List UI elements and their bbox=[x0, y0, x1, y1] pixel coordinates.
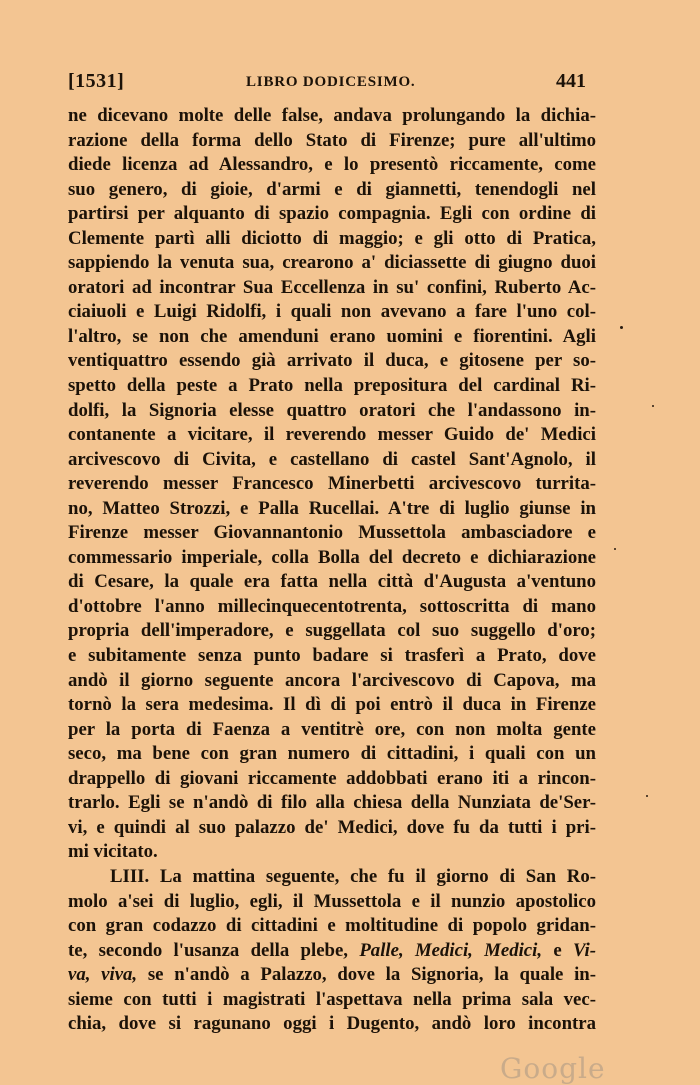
text-line: suo genero, di gioie, d'armi e di giannetti, tenendogli nel bbox=[68, 178, 596, 200]
text-line: chia, dove si ragunano oggi i Dugento, andò loro incontra bbox=[68, 1013, 596, 1035]
text-line-mixed bbox=[68, 963, 596, 988]
text-line: reverendo messer Francesco Minerbetti arcivescovo turrita- bbox=[68, 473, 596, 495]
text-line: di Cesare, la quale era fatta nella città d'Augusta a'ventuno bbox=[68, 571, 596, 593]
text-line: ventiquattro essendo già arrivato il duca, e gitosene per so- bbox=[68, 350, 596, 372]
text-line: ciaiuoli e Luigi Ridolfi, i quali non avevano a fare l'uno col- bbox=[68, 301, 596, 323]
text-line: andò il giorno seguente ancora l'arcivescovo di Capova, ma bbox=[68, 669, 596, 691]
text-line: l'altro, se non che amenduni erano uomini e fiorentini. Agli bbox=[68, 325, 596, 347]
text-line: e subitamente senza punto badare si trasferì a Prato, dove bbox=[68, 645, 596, 667]
paper-speck bbox=[652, 405, 654, 407]
page-number: 441 bbox=[556, 70, 586, 92]
text-line: spetto della peste a Prato nella prepositura del cardinal Ri- bbox=[68, 375, 596, 397]
italic-phrase: Vi- bbox=[573, 939, 596, 961]
text-line: Firenze messer Giovannantonio Mussettola ambasciadore e bbox=[68, 522, 596, 544]
section-start-line: LIII. La mattina seguente, che fu il giorno di San Ro- bbox=[110, 865, 596, 887]
text-line: oratori ad incontrar Sua Eccellenza in su' confini, Ruberto Ac- bbox=[68, 276, 596, 298]
italic-phrase: va, viva, bbox=[68, 964, 138, 986]
italic-phrase: Palle, Medici, Medici, bbox=[359, 939, 543, 961]
text-line: partirsi per alquanto di spazio compagnia. Egli con ordine di bbox=[68, 203, 596, 225]
text-line: vi, e quindi al suo palazzo de' Medici, dove fu da tutti i pri- bbox=[68, 816, 596, 838]
text-line: trarlo. Egli se n'andò di filo alla chiesa della Nunziata de'Ser- bbox=[68, 792, 596, 814]
paper-speck bbox=[646, 795, 648, 797]
header-year: [1531] bbox=[68, 70, 125, 92]
text-line: sappiendo la venuta sua, crearono a' diciassette di giugno duoi bbox=[68, 252, 596, 274]
page-header bbox=[68, 66, 588, 96]
text-line: no, Matteo Strozzi, e Palla Rucellai. A'tre di luglio giunse in bbox=[68, 497, 596, 519]
text-line: tornò la sera medesima. Il dì di poi entrò il duca in Firenze bbox=[68, 694, 596, 716]
body-text bbox=[68, 104, 596, 1037]
text-line: molo a'sei di luglio, egli, il Mussettola e il nunzio apostolico bbox=[68, 890, 596, 912]
paper-speck bbox=[620, 326, 623, 329]
text-line: mi vicitato. bbox=[68, 841, 158, 863]
text-line: sieme con tutti i magistrati l'aspettava nella prima sala vec- bbox=[68, 988, 596, 1010]
header-title: LIBRO DODICESIMO. bbox=[246, 74, 416, 90]
text-line: contanente a vicitare, il reverendo messer Guido de' Medici bbox=[68, 424, 596, 446]
text-line: arcivescovo di Civita, e castellano di castel Sant'Agnolo, il bbox=[68, 448, 596, 470]
text-line: razione della forma dello Stato di Firenze; pure all'ultimo bbox=[68, 129, 596, 151]
text-line-mixed bbox=[68, 939, 596, 964]
text-line: per la porta di Faenza a ventitrè ore, con non molta gente bbox=[68, 718, 596, 740]
text-segment: e bbox=[553, 939, 562, 961]
text-line: d'ottobre l'anno millecinquecentotrenta, sottoscritta di mano bbox=[68, 595, 596, 617]
text-segment: te, secondo l'usanza della plebe, bbox=[68, 939, 349, 961]
text-line: commessario imperiale, colla Bolla del decreto e dichiarazione bbox=[68, 546, 596, 568]
text-line: dolfi, la Signoria elesse quattro oratori che l'andassono in- bbox=[68, 399, 596, 421]
watermark: Google bbox=[500, 1052, 606, 1085]
text-segment: se n'andò a Palazzo, dove la Signoria, la quale in- bbox=[147, 964, 597, 986]
text-line: Clemente partì alli diciotto di maggio; e gli otto di Pratica, bbox=[68, 227, 596, 249]
text-line: ne dicevano molte delle false, andava prolungando la dichia- bbox=[68, 105, 596, 126]
text-line: con gran codazzo di cittadini e moltitudine di popolo gridan- bbox=[68, 915, 596, 937]
paper-speck bbox=[614, 548, 616, 550]
text-line: propria dell'imperadore, e suggellata col suo suggello d'oro; bbox=[68, 620, 596, 642]
text-line: drappello di giovani riccamente addobbati erano iti a rincon- bbox=[68, 767, 596, 789]
text-line: diede licenza ad Alessandro, e lo presentò riccamente, come bbox=[68, 154, 596, 176]
text-line: seco, ma bene con gran numero di cittadini, i quali con un bbox=[68, 743, 596, 765]
